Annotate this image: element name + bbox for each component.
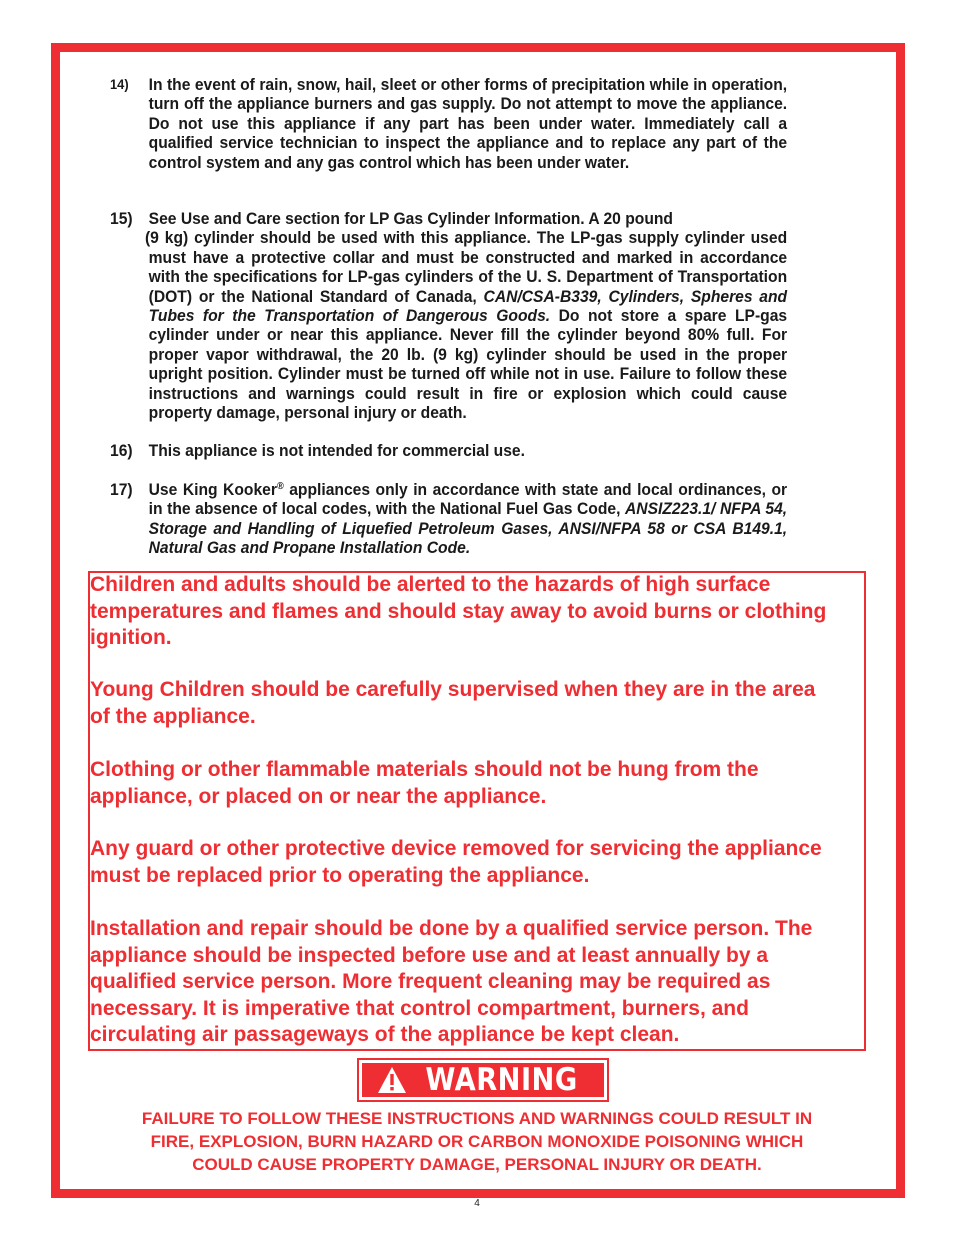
- item-text-part-a: Use King Kooker: [148, 480, 277, 499]
- warning-label: WARNING: [425, 1062, 579, 1098]
- warning-qualified-service: Installation and repair should be done by a qualified service person. The appliance should be inspected before use and at least annually by a qualified service person. More frequent cleaning may be required as necessary. It is imperative that control compartment, burners, and circulating air passageways of the appliance be kept clean.: [90, 917, 813, 1047]
- failure-warning-text: FAILURE TO FOLLOW THESE INSTRUCTIONS AND WARNINGS COULD RESULT IN FIRE, EXPLOSION, BURN HAZARD OR CARBON MONOXIDE POISONING WHICH COULD CAUSE PROPERTY DAMAGE, PERSONAL INJURY OR DEATH.: [141, 1109, 813, 1174]
- item-number: 16): [110, 441, 133, 460]
- item-text-codes: ANSIZ223.1/ NFPA 54, Storage and Handling of Liquefied Petroleum Gases, ANSI/NFPA 58 or CSA B149.1, Natural Gas and Propane Installation Code.: [148, 499, 788, 558]
- item-text-part-b: Do not store a spare LP-gas cylinder under or near this appliance. Never fill the cylinder beyond 80% full. For proper vapor withdrawal, the 20 lb. (9 kg) cylinder should be used in the proper upright position. Cylinder must be turned off while not in use. Failure to follow these instructions and warnings could result in fire or explosion which could cause property damage, personal injury or death.: [148, 306, 788, 423]
- item-text: [149, 480, 787, 558]
- instruction-item-15: [110, 209, 787, 422]
- warning-flammable-materials: Clothing or other flammable materials should not be hung from the appliance, or placed on or near the appliance.: [90, 758, 759, 808]
- item-text: [144, 209, 788, 423]
- warning-triangle-icon: [377, 1066, 407, 1094]
- item-text-part-b: appliances only in accordance with state and local ordinances, or in the absence of local codes, with the National Fuel Gas Code,: [148, 480, 788, 519]
- instruction-item-14: [110, 75, 787, 172]
- warning-badge: [357, 1058, 609, 1102]
- registered-mark: ®: [276, 481, 284, 492]
- instruction-item-16: [110, 441, 787, 460]
- instruction-item-17: [110, 480, 787, 558]
- item-number: 15): [110, 209, 133, 228]
- item-number: 17): [110, 480, 133, 499]
- safety-warning-box: [88, 571, 866, 1051]
- item-number: 14): [110, 76, 129, 92]
- warning-replace-guards: Any guard or other protective device removed for servicing the appliance must be replaced prior to operating the appliance.: [90, 837, 822, 887]
- item-text-standard: CAN/CSA-B339, Cylinders, Spheres and Tubes for the Transportation of Dangerous Goods.: [148, 286, 788, 326]
- warning-children-burns: Children and adults should be alerted to the hazards of high surface temperatures and flames and should stay away to avoid burns or clothing ignition.: [90, 573, 827, 650]
- item-text: This appliance is not intended for commercial use.: [148, 441, 525, 460]
- warning-supervise-children: Young Children should be carefully supervised when they are in the area of the appliance.: [90, 678, 816, 728]
- item-text-lead: See Use and Care section for LP Gas Cylinder Information. A 20 pound: [148, 209, 673, 228]
- item-text-part-a: (9 kg) cylinder should be used with this appliance. The LP-gas supply cylinder used must have a protective collar and must be constructed and marked in accordance with the specifications for LP-gas cylinders of the U. S. Department of Transportation (DOT) or the National Standard of Canada,: [144, 228, 788, 306]
- item-text: In the event of rain, snow, hail, sleet or other forms of precipitation while in operation, turn off the appliance burners and gas supply. Do not attempt to move the appliance. Do not use this appliance if any part has been under water. Immediately call a qualified service technician to inspect the appliance and to replace any part of the control system and any gas control which has been under water.: [148, 75, 788, 172]
- page-number: 4: [474, 1198, 480, 1209]
